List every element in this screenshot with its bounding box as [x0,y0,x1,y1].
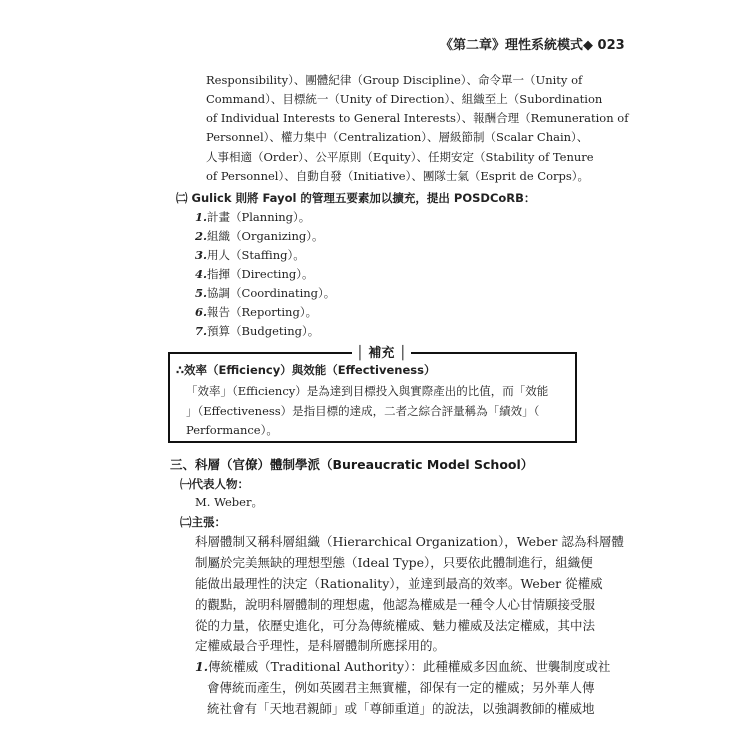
posdcorb-item: 6.報告（Reporting）。 [195,305,318,319]
representative-heading: ㈠代表人物： [180,477,249,491]
claim-line-6: 定權威最合乎理性，是科層體制所應採用的。 [195,638,446,653]
posdcorb-item: 1.計畫（Planning）。 [195,210,311,224]
running-header: 《第二章》理性系統模式◆ 023 [440,38,625,53]
posdcorb-item: 4.指揮（Directing）。 [195,267,314,281]
claim-heading: ㈡主張： [180,515,226,529]
traditional-authority-line-2: 會傳統而產生，例如英國君主無實權，卻保有一定的權威；另外華人傳 [207,680,595,695]
fayol-line-3: of Individual Interests to General Interests）、報酬合理（Remuneration of [206,111,629,125]
traditional-authority-line-1: 1.傳統權威（Traditional Authority）：此種權威多因血統、世襲制度或社 [195,659,611,674]
section-3-heading: 三、科層（官僚）體制學派（Bureaucratic Model School） [170,457,534,472]
posdcorb-item: 3.用人（Staffing）。 [195,248,305,262]
posdcorb-item: 7.預算（Budgeting）。 [195,324,320,338]
claim-line-5: 從的力量，依歷史進化，可分為傳統權威、魅力權威及法定權威，其中法 [195,618,596,633]
traditional-authority-line-3: 統社會有「天地君親師」或「尊師重道」的說法，以強調教師的權威地 [207,701,595,716]
claim-line-2: 制屬於完美無缺的理想型態（Ideal Type），只要依此體制進行，組織便 [195,555,593,570]
posdcorb-item: 2.組織（Organizing）。 [195,229,324,243]
supplement-heading: ∴效率（Efficiency）與效能（Effectiveness） [176,363,436,377]
supplement-line-3: Performance）。 [186,423,278,437]
fayol-line-2: Command）、目標統一（Unity of Direction）、組織至上（Subordination [206,92,603,106]
supplement-line-1: 「效率」（Efficiency）是為達到目標投入與實際產出的比值，而「效能 [186,384,549,398]
fayol-line-4: Personnel）、權力集中（Centralization）、層級節制（Scalar Chain）、 [206,130,589,144]
supplement-line-2: 」（Effectiveness）是指目標的達成，二者之綜合評量稱為「績效」（ [186,404,540,418]
supplement-title: │ 補充 │ [352,342,411,361]
claim-line-3: 能做出最理性的決定（Rationality），並達到最高的效率。Weber 從權威 [195,576,603,591]
claim-line-1: 科層體制又稱科層組織（Hierarchical Organization），Weber 認為科層體 [195,534,624,549]
fayol-line-5: 人事相適（Order）、公平原則（Equity）、任期安定（Stability of Tenure [206,150,594,164]
fayol-line-1: Responsibility）、團體紀律（Group Discipline）、命令單一（Unity of [206,73,583,87]
fayol-line-6: of Personnel）、自動自發（Initiative）、團隊士氣（Esprit de Corps）。 [206,169,590,183]
representative-name: M. Weber。 [195,495,263,509]
posdcorb-item: 5.協調（Coordinating）。 [195,286,336,300]
gulick-heading: ㈡ Gulick 則將 Fayol 的管理五要素加以擴充，提出 POSDCoRB： [176,191,536,205]
claim-line-4: 的觀點，說明科層體制的理想處，他認為權威是一種令人心甘情願接受服 [195,597,596,612]
